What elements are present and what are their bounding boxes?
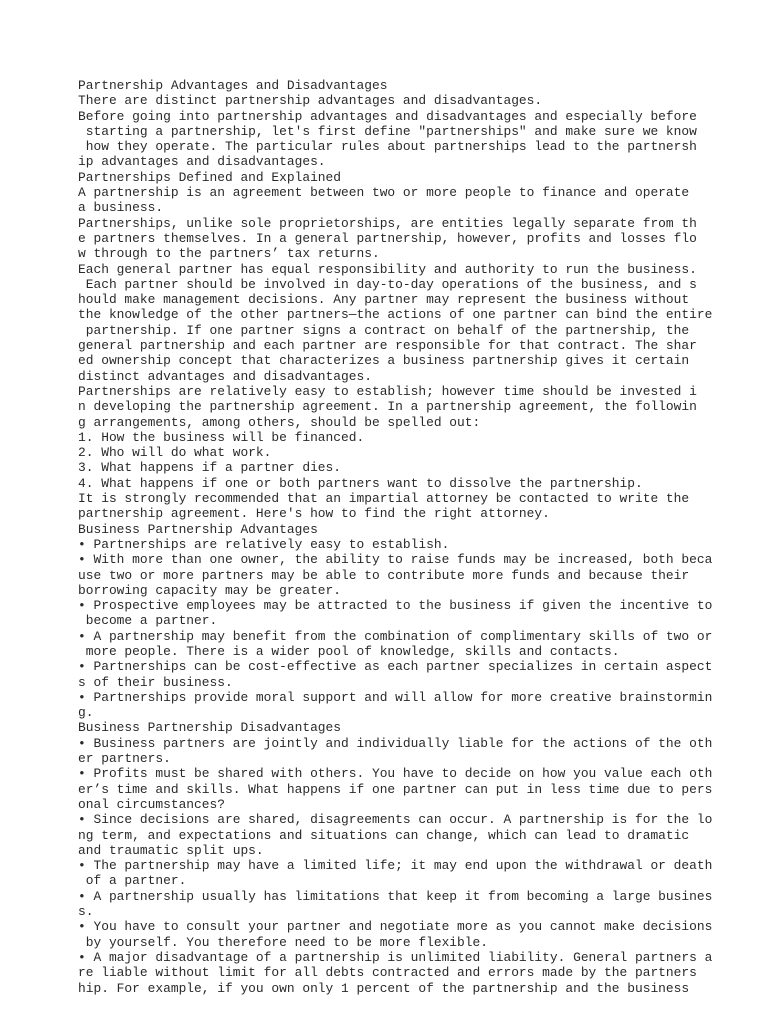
text-line: • A major disadvantage of a partnership is unlimited liability. General partners a — [78, 949, 713, 965]
text-line: and traumatic split ups. — [78, 842, 264, 858]
text-line: w through to the partners’ tax returns. — [78, 246, 380, 262]
text-line: by yourself. You therefore need to be more flexible. — [78, 934, 488, 950]
document-page — [78, 78, 728, 996]
text-line: • A partnership may benefit from the combination of complimentary skills of two or — [78, 628, 713, 644]
text-line: more people. There is a wider pool of knowledge, skills and contacts. — [78, 643, 620, 659]
text-line: partnership agreement. Here's how to find the right attorney. — [78, 506, 550, 522]
text-line: the knowledge of the other partners—the actions of one partner can bind the entire — [78, 307, 713, 323]
text-line: It is strongly recommended that an impartial attorney be contacted to write the — [78, 491, 690, 507]
text-line: Business Partnership Advantages — [78, 521, 318, 537]
text-line: of a partner. — [78, 873, 187, 889]
text-line: • Partnerships provide moral support and will allow for more creative brainstormin — [78, 689, 713, 705]
text-line: become a partner. — [78, 613, 218, 629]
text-line: partnership. If one partner signs a contract on behalf of the partnership, the — [78, 322, 690, 338]
text-line: er partners. — [78, 751, 171, 767]
text-line: Before going into partnership advantages and disadvantages and especially before — [78, 108, 697, 124]
text-line: hould make management decisions. Any partner may represent the business without — [78, 292, 690, 308]
text-line: • The partnership may have a limited life; it may end upon the withdrawal or death — [78, 858, 713, 874]
text-line: A partnership is an agreement between two or more people to finance and operate — [78, 185, 690, 201]
text-line: Partnerships Defined and Explained — [78, 169, 342, 185]
text-line: onal circumstances? — [78, 796, 225, 812]
text-line: hip. For example, if you own only 1 percent of the partnership and the business — [78, 980, 690, 996]
text-line: 4. What happens if one or both partners want to dissolve the partnership. — [78, 475, 643, 491]
text-line: Partnerships, unlike sole proprietorships, are entities legally separate from th — [78, 215, 697, 231]
text-line: • A partnership usually has limitations that keep it from becoming a large busines — [78, 888, 713, 904]
text-line: Partnerships are relatively easy to establish; however time should be invested i — [78, 383, 697, 399]
text-line: • Business partners are jointly and individually liable for the actions of the oth — [78, 735, 713, 751]
text-line: e partners themselves. In a general partnership, however, profits and losses flo — [78, 230, 697, 246]
text-line: 2. Who will do what work. — [78, 445, 272, 461]
text-line: • You have to consult your partner and negotiate more as you cannot make decisions — [78, 919, 713, 935]
text-line: use two or more partners may be able to contribute more funds and because their — [78, 567, 690, 583]
text-line: distinct advantages and disadvantages. — [78, 368, 372, 384]
text-line: ip advantages and disadvantages. — [78, 154, 326, 170]
text-line: • Profits must be shared with others. You have to decide on how you value each oth — [78, 766, 713, 782]
text-line: re liable without limit for all debts contracted and errors made by the partners — [78, 965, 697, 981]
text-line: general partnership and each partner are responsible for that contract. The shar — [78, 338, 697, 354]
text-line: • Since decisions are shared, disagreements can occur. A partnership is for the lo — [78, 812, 713, 828]
text-line: Each partner should be involved in day-to-day operations of the business, and s — [78, 276, 697, 292]
text-line: n developing the partnership agreement. In a partnership agreement, the followin — [78, 399, 697, 415]
text-line: • Prospective employees may be attracted to the business if given the incentive to — [78, 598, 713, 614]
text-line: g arrangements, among others, should be spelled out: — [78, 414, 481, 430]
text-line: • Partnerships are relatively easy to establish. — [78, 536, 450, 552]
text-line: • With more than one owner, the ability to raise funds may be increased, both beca — [78, 552, 713, 568]
text-line: Each general partner has equal responsibility and authority to run the business. — [78, 261, 697, 277]
text-line: s of their business. — [78, 674, 233, 690]
text-line: er’s time and skills. What happens if one partner can put in less time due to pers — [78, 781, 713, 797]
text-line: ed ownership concept that characterizes a business partnership gives it certain — [78, 353, 690, 369]
text-line: ng term, and expectations and situations can change, which can lead to dramatic — [78, 827, 690, 843]
text-line: 3. What happens if a partner dies. — [78, 460, 342, 476]
text-line: Business Partnership Disadvantages — [78, 720, 342, 736]
text-line: 1. How the business will be financed. — [78, 429, 365, 445]
text-line: Partnership Advantages and Disadvantages — [78, 78, 388, 93]
text-line: There are distinct partnership advantages and disadvantages. — [78, 93, 543, 109]
text-line: • Partnerships can be cost-effective as each partner specializes in certain aspect — [78, 659, 713, 675]
text-line: s. — [78, 904, 94, 920]
text-line: borrowing capacity may be greater. — [78, 582, 342, 598]
text-line: g. — [78, 705, 94, 721]
text-line: starting a partnership, let's first define "partnerships" and make sure we know — [78, 123, 697, 139]
text-line: how they operate. The particular rules about partnerships lead to the partnersh — [78, 139, 697, 155]
text-line: a business. — [78, 200, 164, 216]
